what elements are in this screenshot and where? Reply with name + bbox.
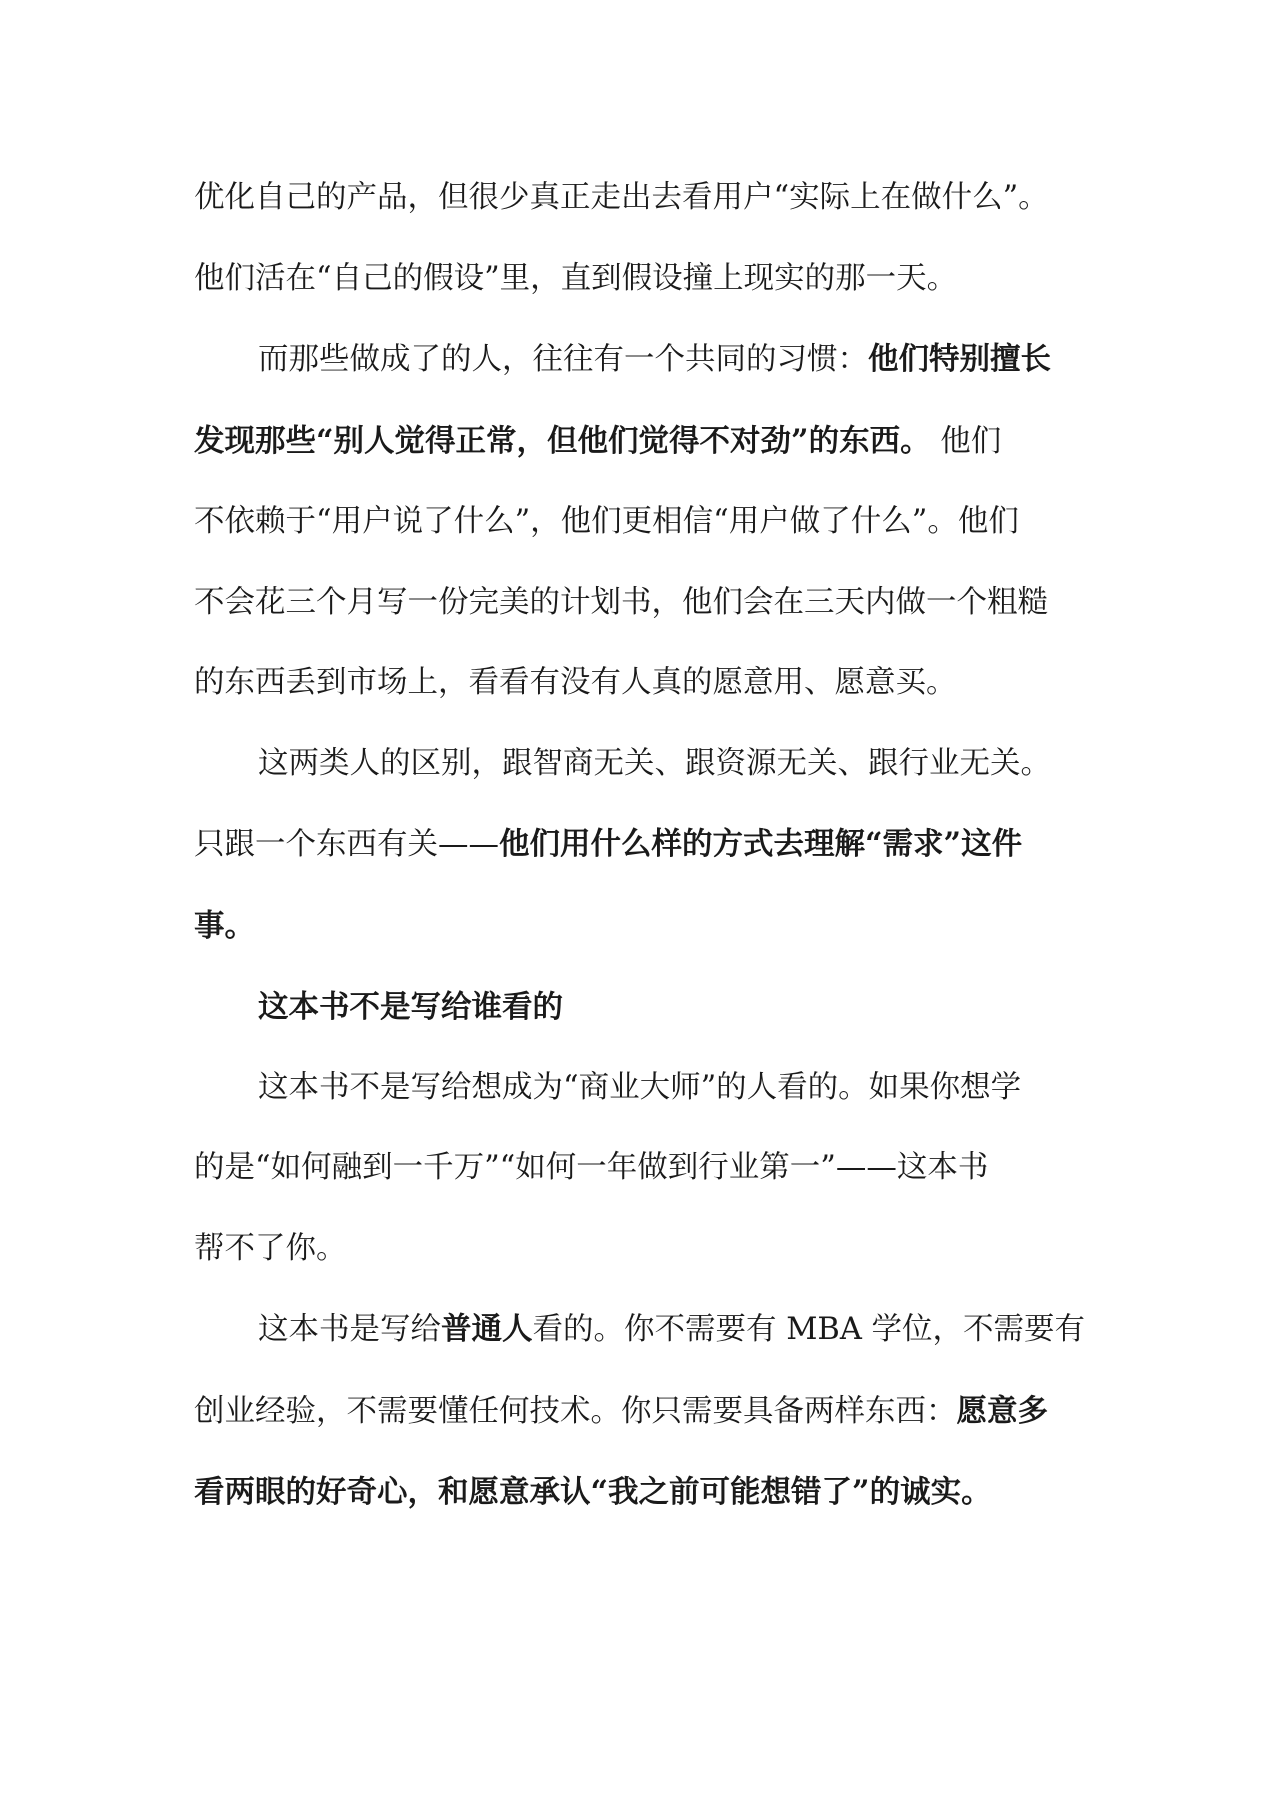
paragraph-line: 这本书是写给普通人看的。你不需要有 MBA 学位，不需要有 (258, 1311, 1086, 1347)
paragraph-line: 这本书不是写给想成为“商业大师”的人看的。如果你想学 (258, 1069, 1022, 1105)
bold-text: 发现那些“别人觉得正常，但他们觉得不对劲”的东西。 (194, 422, 931, 459)
paragraph-line: 这两类人的区别，跟智商无关、跟资源无关、跟行业无关。 (258, 745, 1051, 781)
section-heading: 这本书不是写给谁看的 (258, 989, 563, 1025)
document-page (194, 158, 1094, 1534)
bold-text: 他们特别擅长 (868, 341, 1051, 377)
paragraph-line: 优化自己的产品，但很少真正走出去看用户“实际上在做什么”。 (194, 180, 1049, 215)
paragraph-line: 只跟一个东西有关——他们用什么样的方式去理解“需求”这件 (194, 826, 1023, 862)
bold-text: 愿意多 (956, 1392, 1048, 1429)
paragraph-line: 他们活在“自己的假设”里，直到假设撞上现实的那一天。 (194, 260, 958, 296)
bold-text: 事。 (194, 907, 255, 944)
paragraph-line: 帮不了你。 (194, 1230, 347, 1266)
paragraph-line: 创业经验，不需要懂任何技术。你只需要具备两样东西：愿意多 (194, 1392, 1048, 1429)
paragraph-line (194, 886, 1094, 968)
paragraph-line: 而那些做成了的人，往往有一个共同的习惯：他们特别擅长 (258, 341, 1051, 377)
bold-text: 他们用什么样的方式去理解“需求”这件 (499, 826, 1023, 862)
paragraph-line: 的东西丢到市场上，看看有没有人真的愿意用、愿意买。 (194, 665, 957, 700)
paragraph-line: 的是“如何融到一千万”“如何一年做到行业第一”——这本书 (194, 1150, 989, 1185)
paragraph-line: 发现那些“别人觉得正常，但他们觉得不对劲”的东西。 他们 (194, 422, 1002, 459)
paragraph-line: 不依赖于“用户说了什么”，他们更相信“用户做了什么”。他们 (194, 504, 1019, 539)
bold-text: 看两眼的好奇心，和愿意承认“我之前可能想错了”的诚实。 (194, 1474, 992, 1510)
paragraph-line (194, 1452, 1094, 1534)
paragraph-line: 不会花三个月写一份完美的计划书，他们会在三天内做一个粗糙 (194, 584, 1048, 620)
bold-text: 普通人 (441, 1311, 533, 1347)
